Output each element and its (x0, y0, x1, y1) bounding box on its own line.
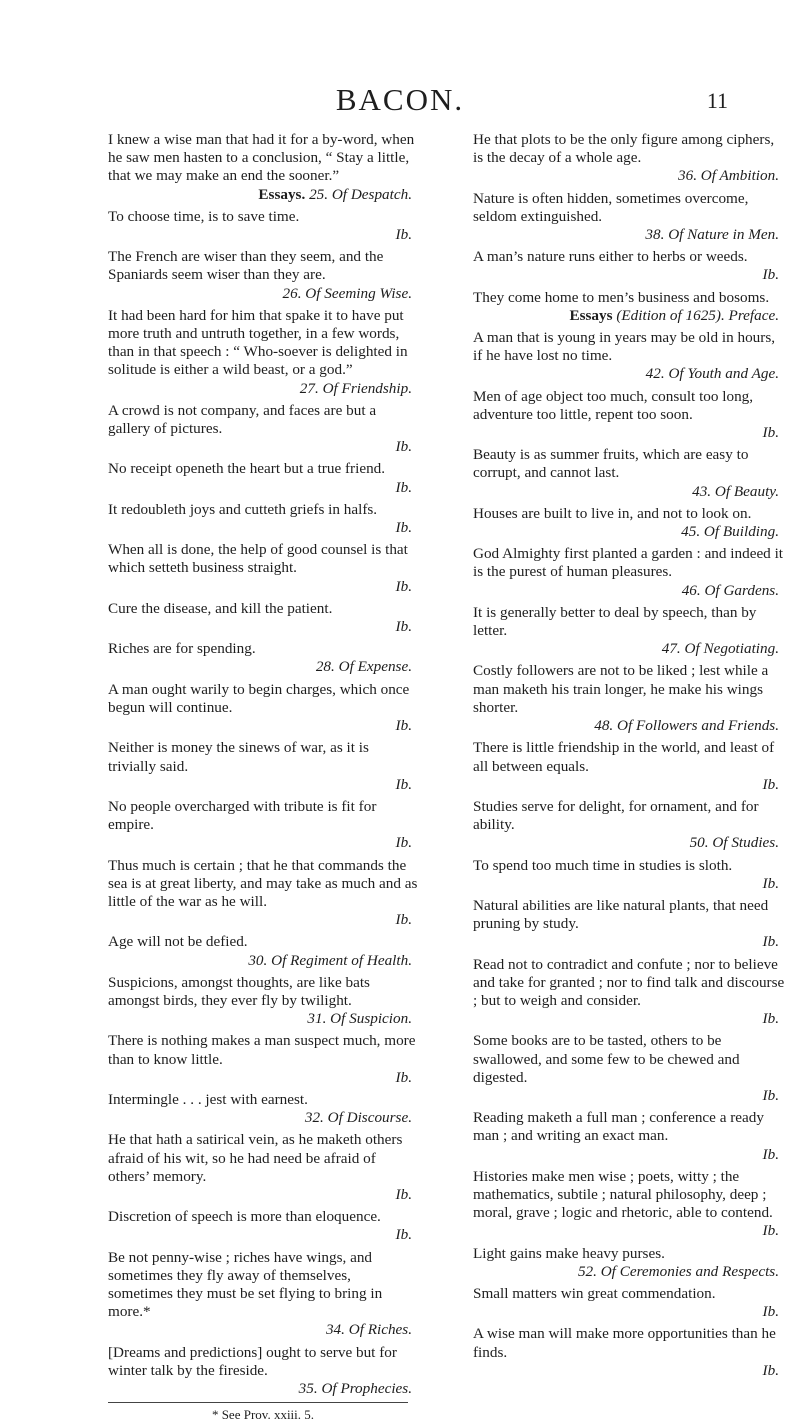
quotation-source (108, 285, 418, 303)
page-number: 11 (706, 88, 728, 113)
quotation-source (108, 834, 418, 852)
quotation (473, 329, 785, 384)
quotation-text: A crowd is not company, and faces are but a gallery of pictures. (108, 401, 377, 438)
quotation-source (108, 186, 418, 204)
source-reference: 36. Of Ambition. (678, 167, 779, 185)
quotation (108, 640, 418, 676)
source-reference: 38. Of Nature in Men. (645, 226, 779, 244)
quotation (108, 1249, 418, 1340)
source-reference: 48. Of Followers and Friends. (594, 717, 779, 735)
source-reference: Ib. (762, 266, 779, 284)
quotation (473, 190, 785, 245)
quotation-source (473, 875, 785, 893)
quotation-source (108, 380, 418, 398)
quotation (108, 857, 418, 930)
source-reference: Ib. (762, 1010, 779, 1028)
source-reference: Ib. (395, 478, 412, 496)
quotation-text: There is nothing makes a man suspect much, more than to know little. (108, 1032, 416, 1068)
source-reference: Ib. (762, 1303, 779, 1321)
quotation-source (473, 307, 785, 325)
quotation-source (473, 167, 785, 185)
quotation-source (473, 1010, 785, 1028)
quotation (473, 739, 785, 794)
quotation-source (473, 424, 785, 442)
quotation-source (473, 640, 785, 658)
quotation (473, 1285, 785, 1321)
source-reference: Ib. (762, 933, 779, 951)
quotation-source (108, 1380, 418, 1398)
quotation-source (473, 1146, 785, 1164)
source-reference: 27. Of Friendship. (299, 379, 412, 397)
source-reference: Ib. (762, 1361, 779, 1379)
source-reference: 30. Of Regiment of Health. (248, 951, 412, 969)
footnote-rule (108, 1402, 408, 1403)
left-column (108, 131, 418, 1424)
source-reference: 26. Of Seeming Wise. (282, 284, 412, 302)
quotation (108, 600, 418, 636)
quotation-text: He that hath a satirical vein, as he maketh others afraid of his wit, so he had need be afraid of others’ memory. (108, 1131, 403, 1185)
source-reference: 42. Of Youth and Age. (645, 365, 779, 383)
quotation-text: To spend too much time in studies is sloth. (473, 856, 733, 874)
quotation-source (108, 1186, 418, 1204)
quotation-text: A man’s nature runs either to herbs or weeds. (473, 248, 748, 266)
quotation-text: Discretion of speech is more than eloquence. (108, 1208, 381, 1226)
quotation (473, 1032, 785, 1105)
quotation-source (108, 618, 418, 636)
quotation-source (473, 523, 785, 541)
source-reference: Ib. (395, 911, 412, 929)
source-reference: Ib. (395, 438, 412, 456)
source-reference: Ib. (395, 1068, 412, 1086)
quotation (473, 131, 785, 186)
quotation-text: Reading maketh a full man ; conference a ready man ; and writing an exact man. (473, 1109, 764, 1145)
source-reference: 28. Of Expense. (315, 658, 412, 676)
quotation (473, 545, 785, 600)
quotation-text: Be not penny-wise ; riches have wings, and sometimes they fly away of themselves, sometimes they must be set flying to bring in more.* (108, 1248, 383, 1321)
source-reference: 31. Of Suspicion. (307, 1010, 412, 1028)
source-reference: 43. Of Beauty. (692, 482, 779, 500)
quotation-source (108, 1321, 418, 1339)
quotation-text: Costly followers are not to be liked ; lest while a man maketh his train longer, he make his wings shorter. (473, 662, 769, 716)
quotation-source (473, 776, 785, 794)
quotation-text: Thus much is certain ; that he that commands the sea is at great liberty, and may take as much and as little of the war as he will. (108, 856, 418, 910)
quotation-text: Intermingle . . . jest with earnest. (108, 1090, 308, 1108)
quotation (473, 1168, 785, 1241)
quotation-text: Age will not be defied. (108, 933, 248, 951)
quotation-text: God Almighty first planted a garden : and indeed it is the purest of human pleasures. (473, 545, 784, 581)
quotation-source (473, 365, 785, 383)
quotation (108, 131, 418, 204)
quotation-text: Some books are to be tasted, others to be swallowed, and some few to be chewed and digested. (473, 1032, 740, 1086)
quotation-text: Studies serve for delight, for ornament, and for ability. (473, 797, 759, 834)
source-reference: Ib. (762, 775, 779, 793)
quotation-text: Cure the disease, and kill the patient. (108, 599, 333, 617)
quotation (473, 505, 785, 541)
quotation-source (108, 1069, 418, 1087)
quotation-text: To choose time, is to save time. (108, 207, 300, 225)
quotation-source (473, 266, 785, 284)
quotation-source (473, 717, 785, 735)
quotation (108, 501, 418, 537)
quotation (473, 662, 785, 735)
source-reference: 47. Of Negotiating. (661, 640, 779, 658)
source-book: Essays (569, 306, 613, 324)
quotation-text: No receipt openeth the heart but a true friend. (108, 460, 386, 478)
quotation-source (473, 1222, 785, 1240)
quotation-text: Beauty is as summer fruits, which are easy to corrupt, and cannot last. (473, 446, 749, 482)
quotation (108, 933, 418, 969)
quotation-source (108, 479, 418, 497)
quotation-source (108, 226, 418, 244)
quotation-source (108, 717, 418, 735)
quotation (108, 541, 418, 596)
source-reference: Ib. (395, 1185, 412, 1203)
quotation-source (473, 1303, 785, 1321)
quotation-text: Houses are built to live in, and not to look on. (473, 504, 752, 522)
quotation-text: I knew a wise man that had it for a by-word, when he saw men hasten to a conclusion, “ Stay a little, that we may make an end the sooner.” (108, 131, 415, 185)
quotation (473, 857, 785, 893)
quotation (108, 208, 418, 244)
quotation-text: Men of age object too much, consult too long, adventure too little, repent too soon. (473, 387, 754, 423)
quotation-text: Nature is often hidden, sometimes overcome, seldom extinguished. (473, 189, 749, 225)
quotation-text: It had been hard for him that spake it to have put more truth and untruth together, in a few words, than in that speech : “ Who-soever is delighted in solitude is either a wild beast, or a god.” (108, 306, 408, 379)
quotation-text: He that plots to be the only figure among ciphers, is the decay of a whole age. (473, 131, 775, 167)
source-reference: 52. Of Ceremonies and Respects. (577, 1262, 779, 1280)
quotation-text: Light gains make heavy purses. (473, 1244, 665, 1262)
quotation-text: When all is done, the help of good counsel is that which setteth business straight. (108, 541, 408, 577)
quotation (473, 798, 785, 853)
quotation (473, 956, 785, 1029)
quotation (473, 1109, 785, 1164)
quotation-text: It redoubleth joys and cutteth griefs in halfs. (108, 500, 378, 518)
quotation-source (473, 1087, 785, 1105)
source-reference: Ib. (762, 1145, 779, 1163)
quotation-source (108, 911, 418, 929)
quotation-text: Histories make men wise ; poets, witty ; the mathematics, subtile ; natural philosophy, deep ; moral, grave ; logic and rhetoric, able to contend. (473, 1167, 773, 1222)
quotation (473, 1245, 785, 1281)
quotation (108, 739, 418, 794)
quotation-source (108, 438, 418, 456)
source-reference: 46. Of Gardens. (681, 581, 779, 599)
quotation-source (108, 776, 418, 794)
quotation (473, 388, 785, 443)
source-reference: (Edition of 1625). Preface. (616, 306, 779, 324)
quotation-text: It is generally better to deal by speech, than by letter. (473, 603, 757, 640)
quotation (108, 974, 418, 1029)
quotation (108, 1208, 418, 1244)
quotation-source (108, 1226, 418, 1244)
quotation-text: Small matters win great commendation. (473, 1284, 716, 1302)
quotation (108, 460, 418, 496)
quotation-text: There is little friendship in the world, and least of all between equals. (473, 739, 775, 775)
source-reference: 45. Of Building. (681, 523, 779, 541)
source-reference: Ib. (762, 1086, 779, 1104)
quotation-text: A man ought warily to begin charges, which once begun will continue. (108, 680, 410, 716)
right-column (473, 131, 785, 1384)
quotation-text: They come home to men’s business and bosoms. (473, 288, 770, 306)
source-reference: Ib. (762, 1222, 779, 1240)
source-book: Essays. (258, 185, 306, 203)
quotation-source (473, 933, 785, 951)
quotation (108, 1344, 418, 1399)
quotation-source (473, 1362, 785, 1380)
quotation (473, 248, 785, 284)
quotation-source (473, 483, 785, 501)
quotation-text: Suspicions, amongst thoughts, are like bats amongst birds, they ever fly by twilight. (108, 973, 370, 1009)
source-reference: 25. Of Despatch. (309, 185, 412, 203)
quotation (473, 289, 785, 325)
quotation (108, 1091, 418, 1127)
source-reference: Ib. (395, 618, 412, 636)
quotation-text: Riches are for spending. (108, 640, 256, 658)
source-reference: 34. Of Riches. (325, 1321, 412, 1339)
quotation (473, 446, 785, 501)
footnote: * See Prov. xxiii. 5. (211, 1407, 315, 1423)
source-reference: 32. Of Discourse. (304, 1109, 412, 1127)
quotation-text: A man that is young in years may be old in hours, if he have lost no time. (473, 329, 776, 365)
quotation (473, 604, 785, 659)
quotation-source (473, 1263, 785, 1281)
quotation-source (108, 952, 418, 970)
source-reference: Ib. (395, 717, 412, 735)
quotation-source (108, 1010, 418, 1028)
quotation-source (108, 658, 418, 676)
quotation-text: Neither is money the sinews of war, as it is trivially said. (108, 739, 369, 775)
quotation (108, 681, 418, 736)
quotation-source (108, 519, 418, 537)
quotation (108, 1032, 418, 1087)
running-title: BACON. (335, 82, 465, 117)
quotation-text: Read not to contradict and confute ; nor to believe and take for granted ; nor to find talk and discourse ; but to weigh and consider. (473, 955, 785, 1009)
quotation-text: No people overcharged with tribute is fit for empire. (108, 797, 377, 834)
quotation (473, 897, 785, 952)
quotation-source (473, 582, 785, 600)
quotation (108, 307, 418, 398)
quotation-source (108, 578, 418, 596)
source-reference: Ib. (395, 519, 412, 537)
quotation-text: [Dreams and predictions] ought to serve but for winter talk by the fireside. (108, 1343, 397, 1379)
quotation (108, 402, 418, 457)
source-reference: 35. Of Prophecies. (298, 1380, 412, 1397)
quotation-source (108, 1109, 418, 1127)
source-reference: Ib. (395, 1226, 412, 1244)
quotation (473, 1325, 785, 1380)
quotation-source (473, 226, 785, 244)
page-header (0, 82, 800, 122)
quotation (108, 798, 418, 853)
quotation-text: The French are wiser than they seem, and the Spaniards seem wiser than they are. (108, 248, 384, 284)
source-reference: Ib. (395, 226, 412, 244)
quotation-text: Natural abilities are like natural plants, that need pruning by study. (473, 896, 769, 933)
source-reference: Ib. (762, 874, 779, 892)
source-reference: Ib. (395, 834, 412, 852)
quotation-text: A wise man will make more opportunities than he finds. (473, 1325, 776, 1361)
source-reference: Ib. (395, 775, 412, 793)
quotation-source (473, 834, 785, 852)
quotation (108, 1131, 418, 1204)
source-reference: Ib. (762, 424, 779, 442)
quotation (108, 248, 418, 303)
source-reference: Ib. (395, 577, 412, 595)
source-reference: 50. Of Studies. (689, 834, 779, 852)
